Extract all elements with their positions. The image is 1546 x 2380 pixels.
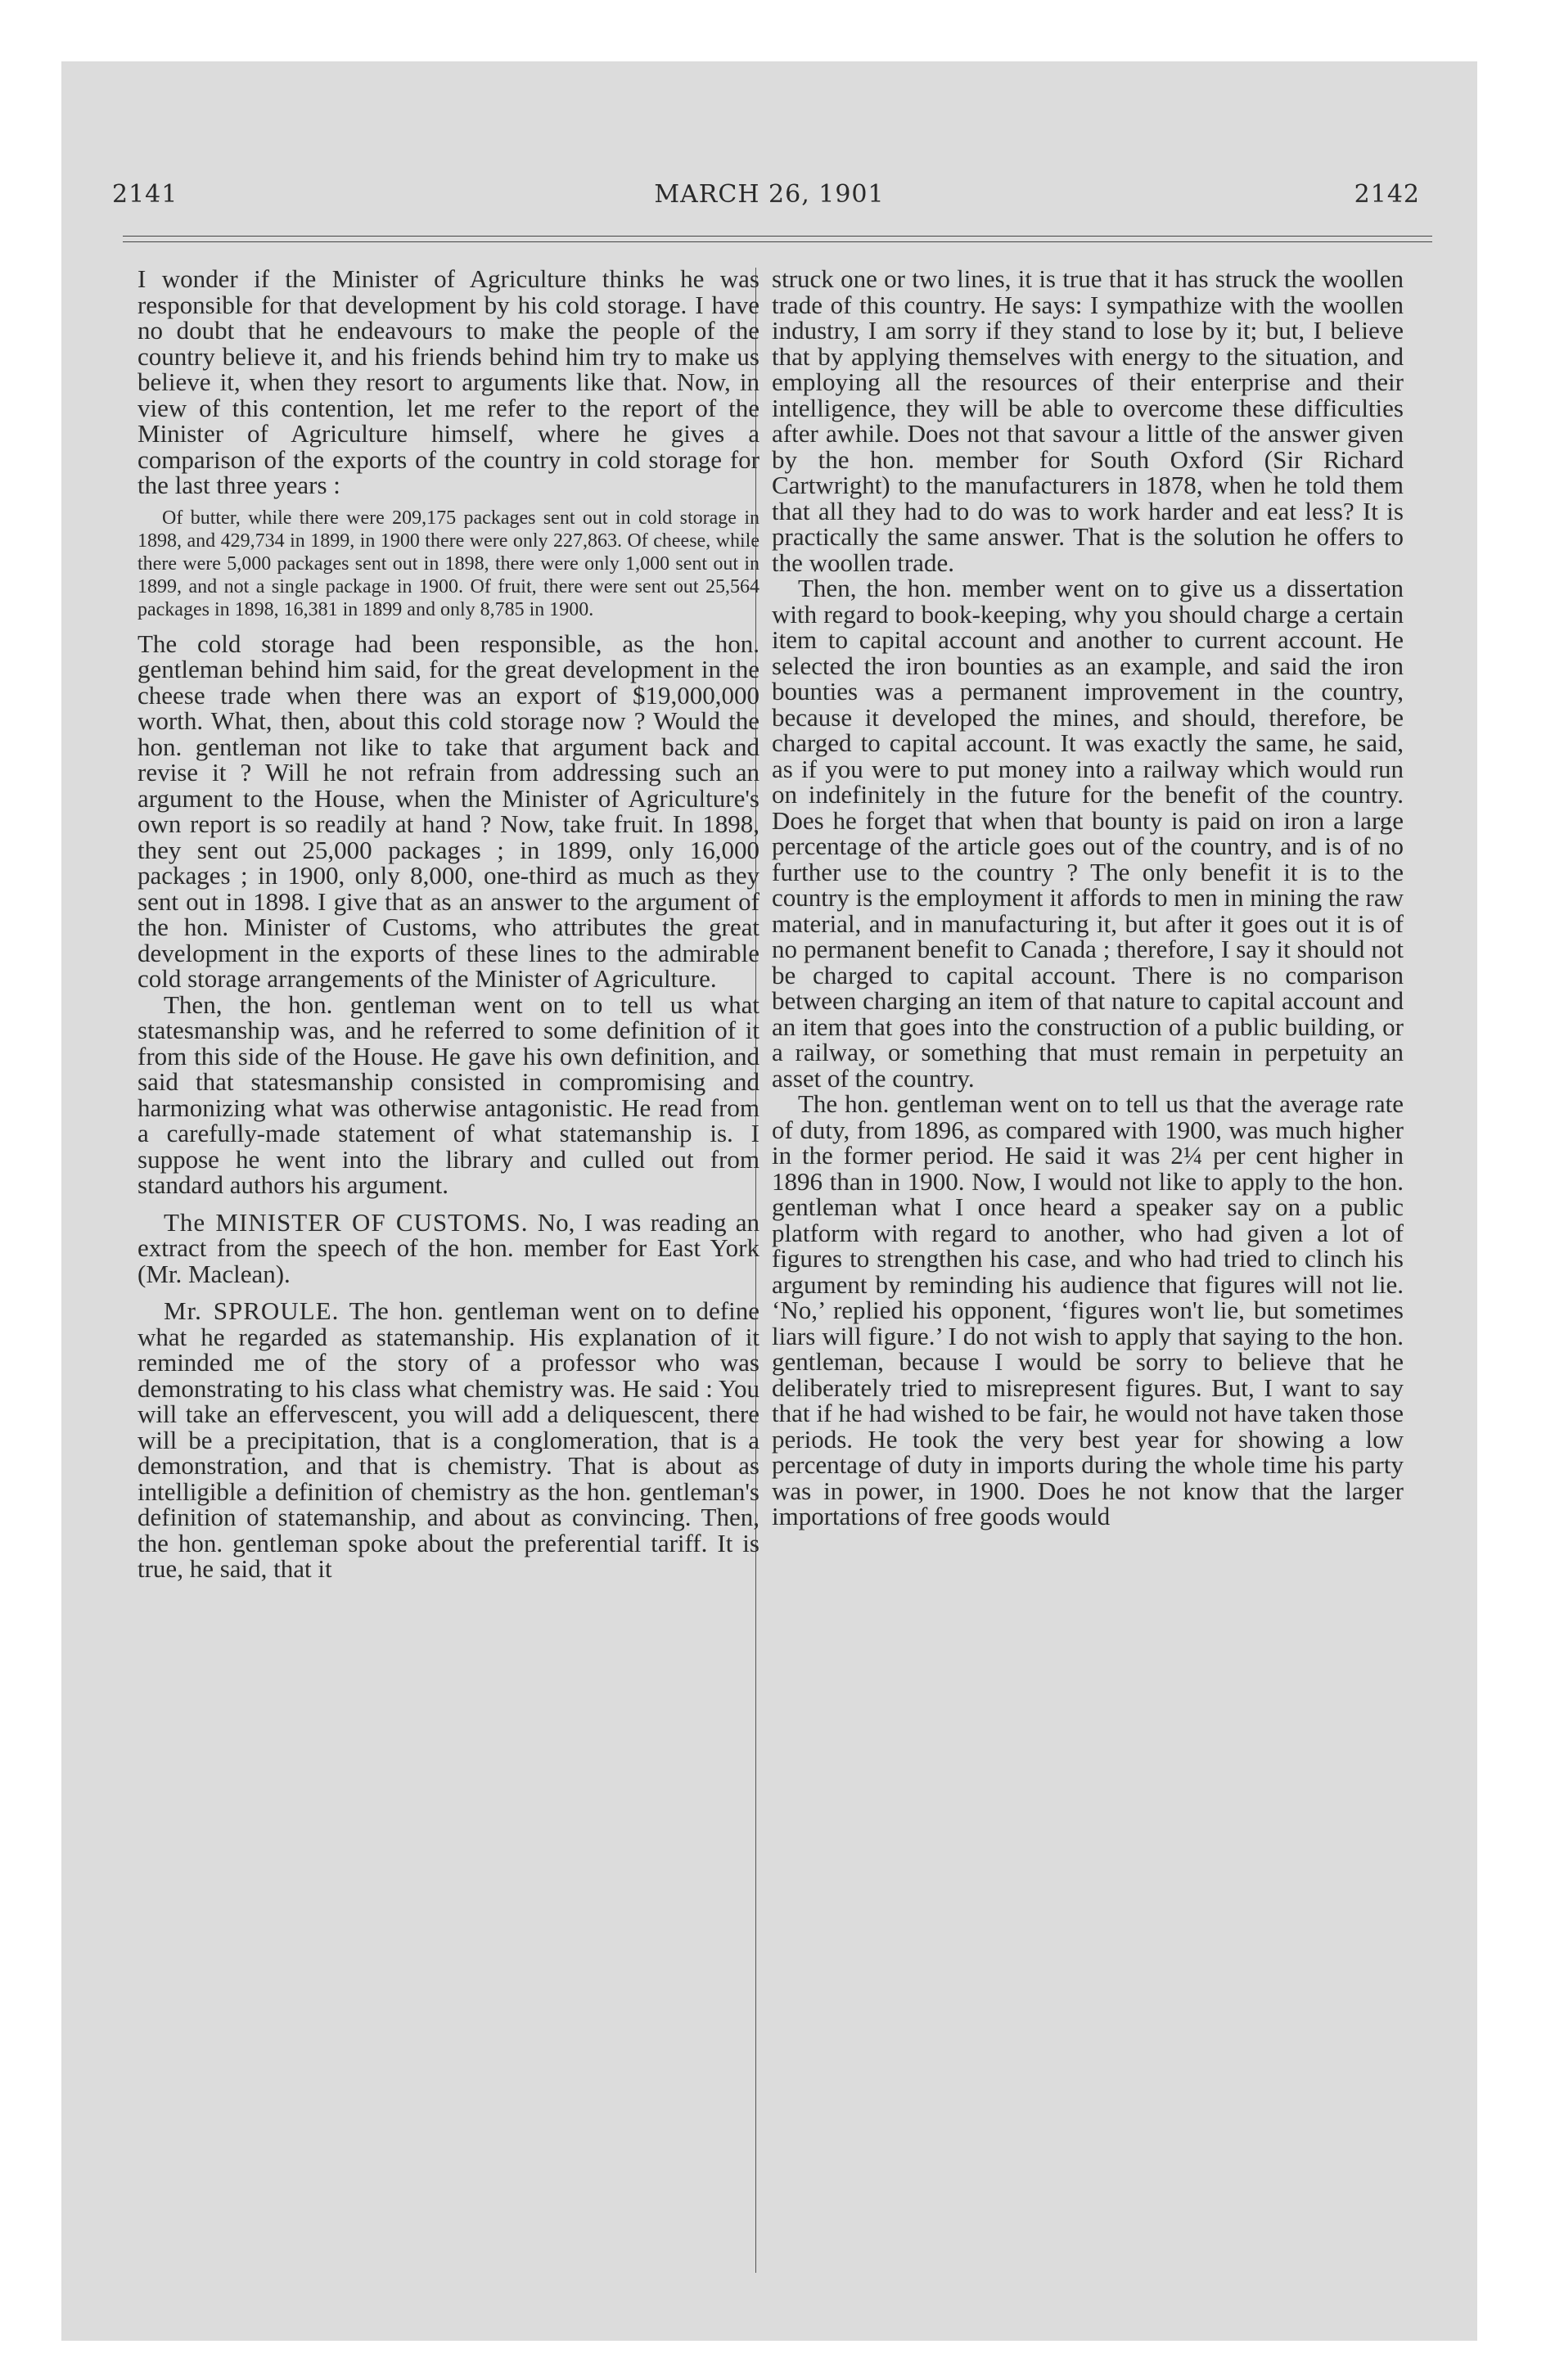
left-paragraph-2: The cold storage had been responsible, as the hon. gentleman behind him said, for the great development in the cheese trade when there was an export of $19,000,000 worth. What, then, about this cold storage now ? Would the hon. gentleman not like to take that argument back and revise it ? Will he not refrain from addressing such an argument to the House, when the Minister of Agriculture's own report is so readily at hand ? Now, take fruit. In 1898, they sent out 25,000 packages ; in 1899, only 16,000 packages ; in 1900, only 8,000, one-third as much as they sent out in 1898. I give that as an answer to the argument of the hon. Minister of Customs, who attributes the great development in the exports of these lines to the admirable cold storage arrangements of the Minister of Agriculture. (137, 629, 759, 993)
hansard-page (61, 61, 1477, 2341)
left-paragraph-4-text: No, I was reading an extract from the speech of the hon. member for East York (Mr. Maclean). (137, 1207, 760, 1288)
left-paragraph-5-text: The hon. gentleman went on to define what he regarded as statemanship. His explanation of it reminded me of the story of a professor who was demonstrating to his class what chemistry was. He said : You will take an effervescent, you will add a deliquescent, there will be a precipitation, that is a conglomeration, that is a demonstration, and that is chemistry. That is about as intelligible a definition of chemistry as the hon. gentleman's definition of statemanship, and about as convincing. Then, the hon. gentleman spoke about the preferential tariff. It is true, he said, that it (137, 1296, 760, 1583)
left-paragraph-4 (137, 1207, 760, 1288)
left-paragraph-5 (137, 1298, 759, 1582)
right-paragraph-2: Then, the hon. member went on to give us a dissertation with regard to book-keeping, why you should charge a certain item to capital account and another to current account. He selected the iron bounties as an example, and said the iron bounties was a permanent improvement in the country, because it developed the mines, and should, therefore, be charged to capital account. It was exactly the same, he said, as if you were to put money into a railway which would run on indefinitely in the future for the benefit of the country. Does he forget that when that bounty is paid on iron a large percentage of the article goes out of the country, and is of no further use to the country ? The only benefit it is to the country is the employment it affords to men in mining the raw material, and in manufacturing it, but after it goes out it is of no permanent benefit to Canada ; therefore, I say it should not be charged to capital account. There is no comparison between charging an item of that nature to capital account and an item that goes into the construction of a public building, or a railway, or something that must remain in perpetuity an asset of the country. (772, 574, 1404, 1093)
left-paragraph-3: Then, the hon. gentleman went on to tell us what statesmanship was, and he referred to some definition of it from this side of the House. He gave his own definition, and said that statesmanship consisted in compromising and harmonizing what was otherwise antagonistic. He read from a carefully-made statement of what statemanship is. I suppose he went into the library and culled out from standard authors his argument. (137, 989, 759, 1199)
right-paragraph-1: struck one or two lines, it is true that it has struck the woollen trade of this country. He says: I sympathize with the woollen industry, I am sorry if they stand to lose by it; but, I believe that by applying themselves with energy to the situation, and employing all the resources of their enterprise and their intelligence, they will be able to overcome these difficulties after awhile. Does not that savour a little of the answer given by the hon. member for South Oxford (Sir Richard Cartwright) to the manufacturers in 1878, when he told them that all they had to do was to work harder and eat less? It is practically the same answer. That is the solution he offers to the woollen trade. (772, 264, 1404, 577)
left-paragraph-1: I wonder if the Minister of Agriculture thinks he was responsible for that development by his cold storage. I have no doubt that he endeavours to make the people of the country believe it, and his friends behind him try to make us believe it, when they resort to arguments like that. Now, in view of this contention, let me refer to the report of the Minister of Agriculture himself, where he gives a comparison of the exports of the country in cold storage for the last three years : (137, 264, 759, 499)
header-rule-bottom (123, 241, 1432, 242)
left-column (137, 266, 759, 1582)
right-page-number: 2142 (1354, 180, 1420, 209)
speaker-minister-of-customs: The MINISTER OF CUSTOMS. (164, 1207, 529, 1237)
left-quoted-report: Of butter, while there were 209,175 packages sent out in cold storage in 1898, and 429,734 in 1899, in 1900 there were only 227,863. Of cheese, while there were 5,000 packages sent out in 1898, there were only 1,000 sent out in 1899, and not a single package in 1900. Of fruit, there were sent out 25,564 packages in 1898, 16,381 in 1899 and only 8,785 in 1900. (137, 507, 759, 620)
speaker-mr-sproule: Mr. SPROULE. (164, 1296, 340, 1325)
page-date-title: MARCH 26, 1901 (654, 180, 885, 209)
right-paragraph-3: The hon. gentleman went on to tell us that the average rate of duty, from 1896, as compared with 1900, was much higher in the former period. He said it was 2¼ per cent higher in 1896 than in 1900. Now, I would not like to apply to the hon. gentleman what I once heard a speaker say on a public platform with regard to another, who had given a lot of figures to strengthen his case, and who had tried to clinch his argument by reminding his audience that figures will not lie. ‘No,’ replied his opponent, ‘figures won't lie, but sometimes liars will figure.’ I do not wish to apply that saying to the hon. gentleman, because I would be sorry to believe that he deliberately tried to misrepresent figures. But, I want to say that if he had wished to be fair, he would not have taken those periods. He took the very best year for showing a low percentage of duty in imports during the whole time his party was in power, in 1900. Does he not know that the larger importations of free goods would (772, 1089, 1404, 1530)
header-rule-top (123, 236, 1432, 237)
page-header (61, 180, 1477, 221)
right-column (772, 266, 1404, 1530)
left-page-number: 2141 (112, 180, 178, 209)
